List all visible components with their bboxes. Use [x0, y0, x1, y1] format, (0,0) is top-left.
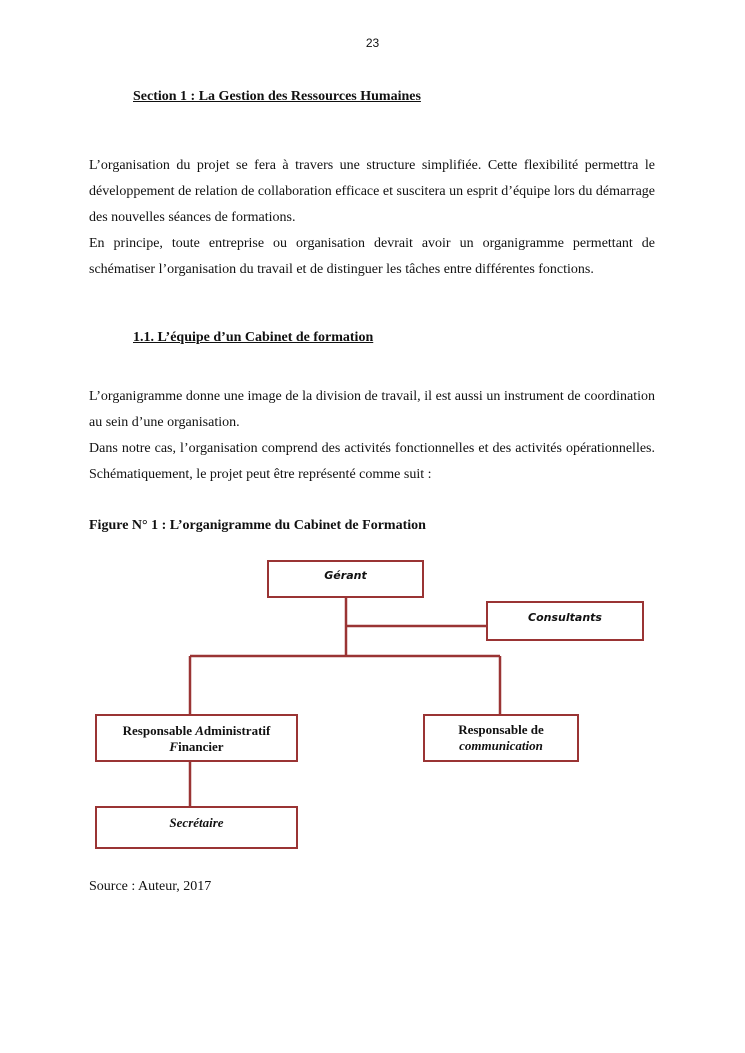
section-title: Section 1 : La Gestion des Ressources Humaines: [133, 89, 421, 104]
figure-source: Source : Auteur, 2017: [89, 879, 212, 894]
gerant-label: Gérant: [324, 569, 367, 582]
page-number: 23: [365, 36, 380, 50]
subsection-title: 1.1. L’équipe d’un Cabinet de formation: [133, 330, 374, 345]
paragraph-organisation: L’organisation du projet se fera à travers une structure simplifiée. Cette flexibilité permettra le développement de relation de collaboration efficace et suscitera un esprit d’équipe lors du démarrage des nouvelles séances de formations.: [89, 158, 655, 225]
rc-label-line2: communication: [459, 738, 543, 753]
raf-word-financier: inancier: [178, 739, 224, 754]
raf-label-line1: [97, 723, 296, 739]
figure-caption: Figure N° 1 : L’organigramme du Cabinet de Formation: [89, 518, 426, 533]
consultants-label: Consultants: [528, 611, 602, 624]
raf-word-administratif: dministratif: [203, 723, 271, 738]
paragraph-activites: Dans notre cas, l’organisation comprend des activités fonctionnelles et des activités opérationnelles. Schématiquement, le projet peut être représenté comme suit :: [89, 441, 655, 482]
org-box-secretaire: [95, 806, 298, 849]
org-box-gerant: [267, 560, 424, 598]
raf-label-line2: [97, 739, 296, 755]
secretaire-label: Secrétaire: [169, 815, 224, 830]
raf-initial-f: F: [169, 739, 179, 754]
paragraph-division-travail: L’organigramme donne une image de la division de travail, il est aussi un instrument de coordination au sein d’une organisation.: [89, 389, 655, 430]
rc-label-line1: Responsable de: [458, 722, 544, 737]
org-box-responsable-communication: [423, 714, 579, 762]
org-box-consultants: [486, 601, 644, 641]
raf-initial-a: A: [195, 723, 204, 738]
raf-word-responsable: Responsable: [122, 723, 196, 738]
paragraph-organigramme-principe: En principe, toute entreprise ou organisation devrait avoir un organigramme permettant de schématiser l’organisation du travail et de distinguer les tâches entre différentes fonctions.: [89, 236, 655, 277]
org-box-responsable-administratif-financier: [95, 714, 298, 762]
